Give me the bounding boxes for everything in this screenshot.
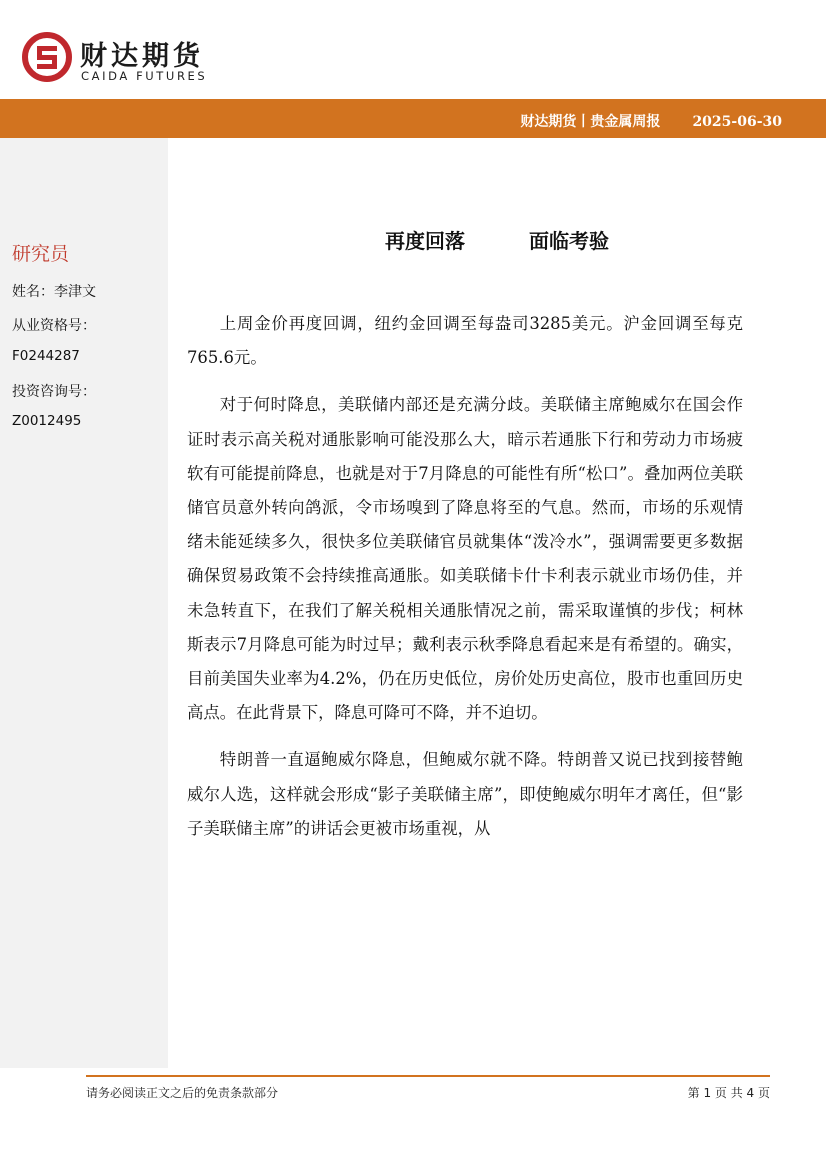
qualification-code: F0244287: [12, 348, 80, 364]
paragraph: 对于何时降息，美联储内部还是充满分歧。美联储主席鲍威尔在国会作证时表示高关税对通胀影响可能没那么大，暗示若通胀下行和劳动力市场疲软有可能提前降息，也就是对于7月降息的可能性有所“松口”。叠加两位美联储官员意外转向鸽派，令市场嗅到了降息将至的气息。然而，市场的乐观情绪未能延续多久，很快多位美联储官员就集体“泼冷水”，强调需要更多数据确保贸易政策不会持续推高通胀。如美联储卡什卡利表示就业市场仍佳，并未急转直下，在我们了解关税相关通胀情况之前，需采取谨慎的步伐；柯林斯表示7月降息可能为时过早；戴利表示秋季降息看起来是有希望的。确实，目前美国失业率为4.2%，仍在历史低位，房价处历史高位，股市也重回历史高点。在此背景下，降息可降可不降，并不迫切。: [187, 395, 743, 723]
header-band: [0, 99, 826, 138]
footer-disclaimer: 请务必阅读正文之后的免责条款部分: [86, 1086, 279, 1100]
caida-logo-icon: [22, 32, 72, 82]
sidebar-title: 研究员: [12, 243, 70, 265]
page-number: 第 1 页 共 4 页: [687, 1086, 770, 1100]
logo-name-en: CAIDA FUTURES: [81, 69, 208, 83]
title-part-1: 再度回落: [385, 229, 465, 253]
paragraph: 上周金价再度回调，纽约金回调至每盎司3285美元。沪金回调至每克765.6元。: [187, 314, 743, 368]
logo-name-cn: 财达期货: [80, 41, 204, 72]
consult-code: Z0012495: [12, 413, 82, 429]
consult-label: 投资咨询号：: [12, 384, 96, 400]
header-text: [520, 111, 782, 131]
paragraph: 特朗普一直逼鲍威尔降息，但鲍威尔就不降。特朗普又说已找到接替鲍威尔人选，这样就会形成“影子美联储主席”，即使鲍威尔明年才离任，但“影子美联储主席”的讲话会更被市场重视，从: [187, 750, 743, 838]
footer-divider: [86, 1075, 770, 1077]
title-part-2: 面临考验: [529, 229, 609, 253]
researcher-name: 姓名：李津文: [12, 284, 96, 300]
report-name: 财达期货丨贵金属周报: [520, 114, 661, 130]
company-logo: [22, 32, 222, 92]
report-date: 2025-06-30: [692, 114, 782, 130]
researcher-sidebar: [0, 138, 168, 1068]
qualification-label: 从业资格号：: [12, 318, 96, 334]
report-body: [187, 307, 743, 859]
report-title: [168, 225, 826, 254]
